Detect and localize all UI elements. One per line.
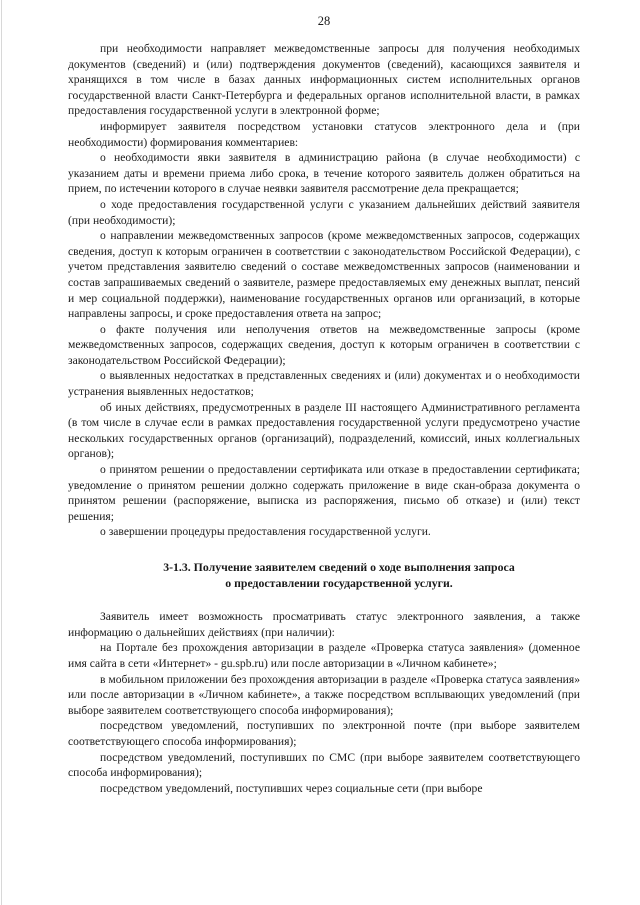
paragraph: о принятом решении о предоставлении сертификата или отказе в предоставлении сертификата; уведомление о принятом решении должно содержать приложение в виде скан-образа документа о принятом решении (распоряжение, выписка из распоряжения, письмо об отказе) и (или) текст решения; [68, 463, 580, 523]
section-title [68, 560, 580, 591]
paragraph: о направлении межведомственных запросов (кроме межведомственных запросов, содержащих сведения, доступ к которым ограничен в соответствии с законодательством Российской Федерации), с учетом представления заявителю сведений о составе межведомственных запросов (наименовании и состав запрашиваемых сведений о заявителе, размере предоставляемых ему денежных выплат, пенсий и мер социальной поддержки), наименование государственных органов или организаций, в которые направлены запросы, и сроке предоставления ответа на запрос; [68, 229, 580, 321]
section-title-line-2: о предоставлении государственной услуги. [225, 575, 453, 590]
paragraph: посредством уведомлений, поступивших через социальные сети (при выборе [100, 781, 483, 795]
paragraph: об иных действиях, предусмотренных в разделе III настоящего Административного регламента (в том числе в случае если в рамках предоставления государственной услуги предусмотрено участие нескольких государственных органов (организаций), подразделений, комиссий, иных коллегиальных органов); [68, 400, 580, 461]
page-number: 28 [317, 14, 331, 28]
paragraph: на Портале без прохождения авторизации в разделе «Проверка статуса заявления» (доменное имя сайта в сети «Интернет» - gu.spb.ru) или после авторизации в «Личном кабинете»; [68, 641, 580, 670]
paragraph: о факте получения или неполучения ответов на межведомственные запросы (кроме межведомственных запросов, содержащих сведения, доступ к которым ограничен в соответствии с законодательством Российской Федерации); [68, 322, 580, 367]
paragraph: информирует заявителя посредством установки статусов электронного дела и (при необходимости) формирования комментариев: [68, 119, 580, 149]
paragraph: посредством уведомлений, поступивших по СМС (при выборе заявителем соответствующего способа информирования); [68, 750, 580, 780]
paragraph: о ходе предоставления государственной услуги с указанием дальнейших действий заявителя (при необходимости); [68, 197, 580, 227]
scan-edge-line [1, 0, 2, 905]
paragraph: о выявленных недостатках в представленных сведениях и (или) документах и о необходимости устранения выявленных недостатков; [68, 369, 580, 399]
paragraph: о завершении процедуры предоставления государственной услуги. [100, 525, 431, 539]
section-title-line-1: 3-1.3. Получение заявителем сведений о ходе выполнения запроса [163, 560, 515, 574]
paragraph: Заявитель имеет возможность просматривать статус электронного заявления, а также информацию о дальнейших действиях (при наличии): [68, 610, 580, 639]
paragraph: посредством уведомлений, поступивших по электронной почте (при выборе заявителем соответствующего способа информирования); [68, 719, 580, 748]
paragraph: при необходимости направляет межведомственные запросы для получения необходимых документов (сведений) и (или) подтверждения документов (сведений), касающихся заявителя и хранящихся в том числе в базах данных информационных систем исполнительных органов государственной власти Санкт-Петербурга и федеральных органов исполнительной власти, в рамках предоставления государственной услуги в электронной форме; [68, 42, 580, 118]
paragraph: о необходимости явки заявителя в администрацию района (в случае необходимости) с указанием даты и времени приема либо срока, в течение которого заявитель должен обратиться на прием, по истечении которого в случае неявки заявителя рассмотрение дела прекращается; [68, 151, 580, 196]
paragraph: в мобильном приложении без прохождения авторизации в разделе «Проверка статуса заявления» или после авторизации в «Личном кабинете», а также посредством всплывающих уведомлений (при выборе заявителем соответствующего способа информирования); [68, 672, 580, 717]
